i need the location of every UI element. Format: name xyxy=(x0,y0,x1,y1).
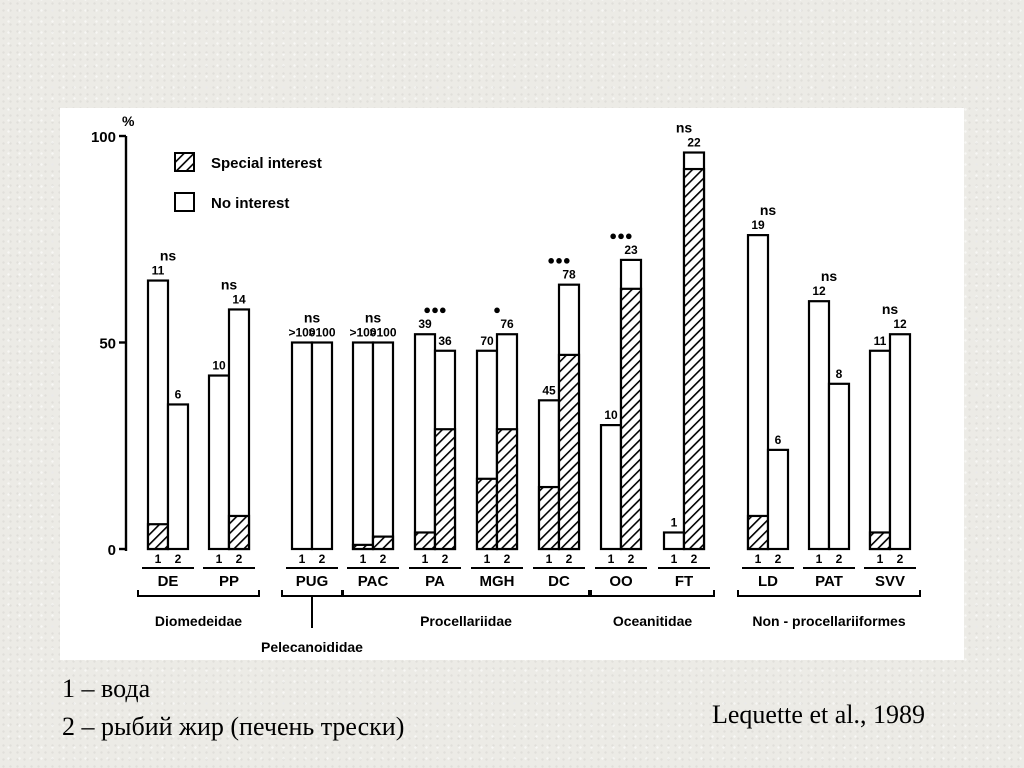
bar-n-label: 12 xyxy=(812,284,826,299)
significance-label: ns xyxy=(220,276,238,293)
bar-sub-label: 1 xyxy=(876,552,884,566)
bar-n-label: 14 xyxy=(232,292,246,307)
bar-total xyxy=(890,334,910,549)
bar-n-label: 70 xyxy=(480,333,494,348)
bar-total xyxy=(312,343,332,550)
family-bracket xyxy=(591,590,714,596)
bar-total xyxy=(748,235,768,549)
group-label: FT xyxy=(674,573,694,590)
significance-label: ns xyxy=(881,301,899,318)
citation: Lequette et al., 1989 xyxy=(712,700,925,729)
group-label: SVV xyxy=(874,573,906,590)
group-label: PAT xyxy=(815,573,843,590)
family-label: Procellariidae xyxy=(420,613,512,629)
bar-sub-label: 1 xyxy=(815,552,823,566)
group-label: PAC xyxy=(357,573,389,590)
group-label: PUG xyxy=(295,573,329,590)
chart-figure xyxy=(60,108,964,660)
bar-total xyxy=(415,334,435,549)
bar-sub-label: 1 xyxy=(215,552,223,566)
family-bracket xyxy=(343,590,589,596)
family-label: Pelecanoididae xyxy=(261,639,363,655)
bar-n-label: 78 xyxy=(562,267,576,282)
y-tick-label: 100 xyxy=(90,129,116,146)
group-label: MGH xyxy=(479,573,515,590)
bar-special-interest xyxy=(415,532,435,549)
family-brackets xyxy=(138,590,920,655)
bar-sub-label: 2 xyxy=(318,552,326,566)
bar-special-interest xyxy=(539,487,559,549)
legend-swatch xyxy=(175,193,194,211)
significance-label: ● xyxy=(493,302,501,318)
bar-total xyxy=(168,404,188,549)
group-label: LD xyxy=(758,573,778,590)
bar-n-label: >100 xyxy=(308,325,336,340)
significance-label: ns xyxy=(675,119,693,136)
bar-n-label: >100 xyxy=(288,325,316,340)
y-tick-label: 50 xyxy=(99,335,116,353)
family-bracket xyxy=(738,590,920,596)
bar-sub-label: 1 xyxy=(754,552,762,566)
bar-n-label: 8 xyxy=(835,366,843,381)
bar-n-label: 10 xyxy=(212,358,226,373)
bar-special-interest xyxy=(477,479,497,549)
bar-n-label: 36 xyxy=(438,333,452,348)
bar-sub-label: 2 xyxy=(896,552,904,566)
bar-n-label: 22 xyxy=(687,135,701,150)
bar-sub-label: 2 xyxy=(379,552,387,566)
group-label: PA xyxy=(425,573,445,590)
bar-sub-label: 1 xyxy=(607,552,615,566)
bar-n-label: 45 xyxy=(542,383,556,398)
legend-swatch xyxy=(175,153,194,171)
bar-n-label: 6 xyxy=(774,432,782,447)
bar-sub-label: 2 xyxy=(441,552,449,566)
y-tick-label: 0 xyxy=(107,542,116,559)
bar-total xyxy=(292,343,312,550)
bar-total xyxy=(664,532,684,549)
bar-total xyxy=(209,376,229,549)
bar-n-label: 10 xyxy=(604,408,618,423)
bar-special-interest xyxy=(148,524,168,549)
bar-sub-label: 2 xyxy=(690,552,698,566)
bar-chart xyxy=(60,108,964,660)
bar-sub-label: 1 xyxy=(154,552,162,566)
bar-n-label: 1 xyxy=(670,515,678,530)
bar-special-interest xyxy=(748,516,768,549)
bar-total xyxy=(148,281,168,549)
bar-special-interest xyxy=(497,429,517,549)
group-label: DC xyxy=(548,573,570,590)
chart-axes xyxy=(91,113,135,559)
significance-label: ns xyxy=(303,309,321,326)
legend-label: Special interest xyxy=(211,155,322,172)
bar-sub-label: 1 xyxy=(545,552,553,566)
legend-caption-cod-liver-oil: 2 – рыбий жир (печень трески) xyxy=(62,712,405,741)
family-label: Non - procellariiformes xyxy=(752,613,906,629)
bar-n-label: 19 xyxy=(751,218,765,233)
bar-total xyxy=(809,301,829,549)
bar-special-interest xyxy=(870,532,890,549)
bar-n-label: 76 xyxy=(500,317,514,332)
legend-caption-water: 1 – вода xyxy=(62,674,151,703)
bar-n-label: >100 xyxy=(349,325,377,340)
bar-sub-label: 1 xyxy=(298,552,306,566)
family-bracket xyxy=(282,590,342,628)
significance-label: ns xyxy=(364,309,382,326)
family-label: Oceanitidae xyxy=(612,613,693,629)
bar-total xyxy=(870,351,890,549)
family-bracket xyxy=(138,590,259,596)
bar-n-label: >100 xyxy=(369,325,397,340)
significance-label: ●●● xyxy=(609,227,633,243)
bar-n-label: 6 xyxy=(174,387,182,402)
bar-sub-label: 2 xyxy=(174,552,182,566)
bar-n-label: 11 xyxy=(873,333,887,348)
bar-total xyxy=(373,343,393,550)
bar-sub-label: 1 xyxy=(421,552,429,566)
chart-labels xyxy=(142,120,916,590)
bar-sub-label: 2 xyxy=(235,552,243,566)
bar-special-interest xyxy=(435,429,455,549)
significance-label: ns xyxy=(759,202,777,219)
legend-label: No interest xyxy=(211,195,290,212)
significance-label: ●●● xyxy=(547,252,571,268)
bar-sub-label: 1 xyxy=(670,552,678,566)
bar-sub-label: 2 xyxy=(503,552,511,566)
bar-special-interest xyxy=(559,355,579,549)
family-label: Diomedeidae xyxy=(154,613,243,629)
bar-special-interest xyxy=(229,516,249,549)
bar-total xyxy=(353,343,373,550)
bar-total xyxy=(229,309,249,549)
bar-special-interest xyxy=(684,169,704,549)
bar-n-label: 11 xyxy=(151,263,165,278)
bar-special-interest xyxy=(373,537,393,549)
bar-total xyxy=(829,384,849,549)
bar-total xyxy=(601,425,621,549)
group-label: OO xyxy=(609,573,633,590)
significance-label: ns xyxy=(820,268,838,285)
bar-sub-label: 2 xyxy=(627,552,635,566)
bar-n-label: 23 xyxy=(624,242,638,257)
bar-special-interest xyxy=(621,289,641,549)
bar-n-label: 12 xyxy=(893,317,907,332)
bar-sub-label: 2 xyxy=(835,552,843,566)
bar-sub-label: 1 xyxy=(483,552,491,566)
bar-sub-label: 2 xyxy=(565,552,573,566)
significance-label: ns xyxy=(159,247,177,264)
bar-sub-label: 1 xyxy=(359,552,367,566)
significance-label: ●●● xyxy=(423,302,447,318)
bar-total xyxy=(768,450,788,549)
group-label: PP xyxy=(218,573,240,590)
bar-special-interest xyxy=(353,545,373,549)
bar-sub-label: 2 xyxy=(774,552,782,566)
chart-legend xyxy=(175,153,322,212)
group-label: DE xyxy=(157,573,179,590)
bar-n-label: 39 xyxy=(418,317,432,332)
y-axis-unit: % xyxy=(122,113,135,129)
